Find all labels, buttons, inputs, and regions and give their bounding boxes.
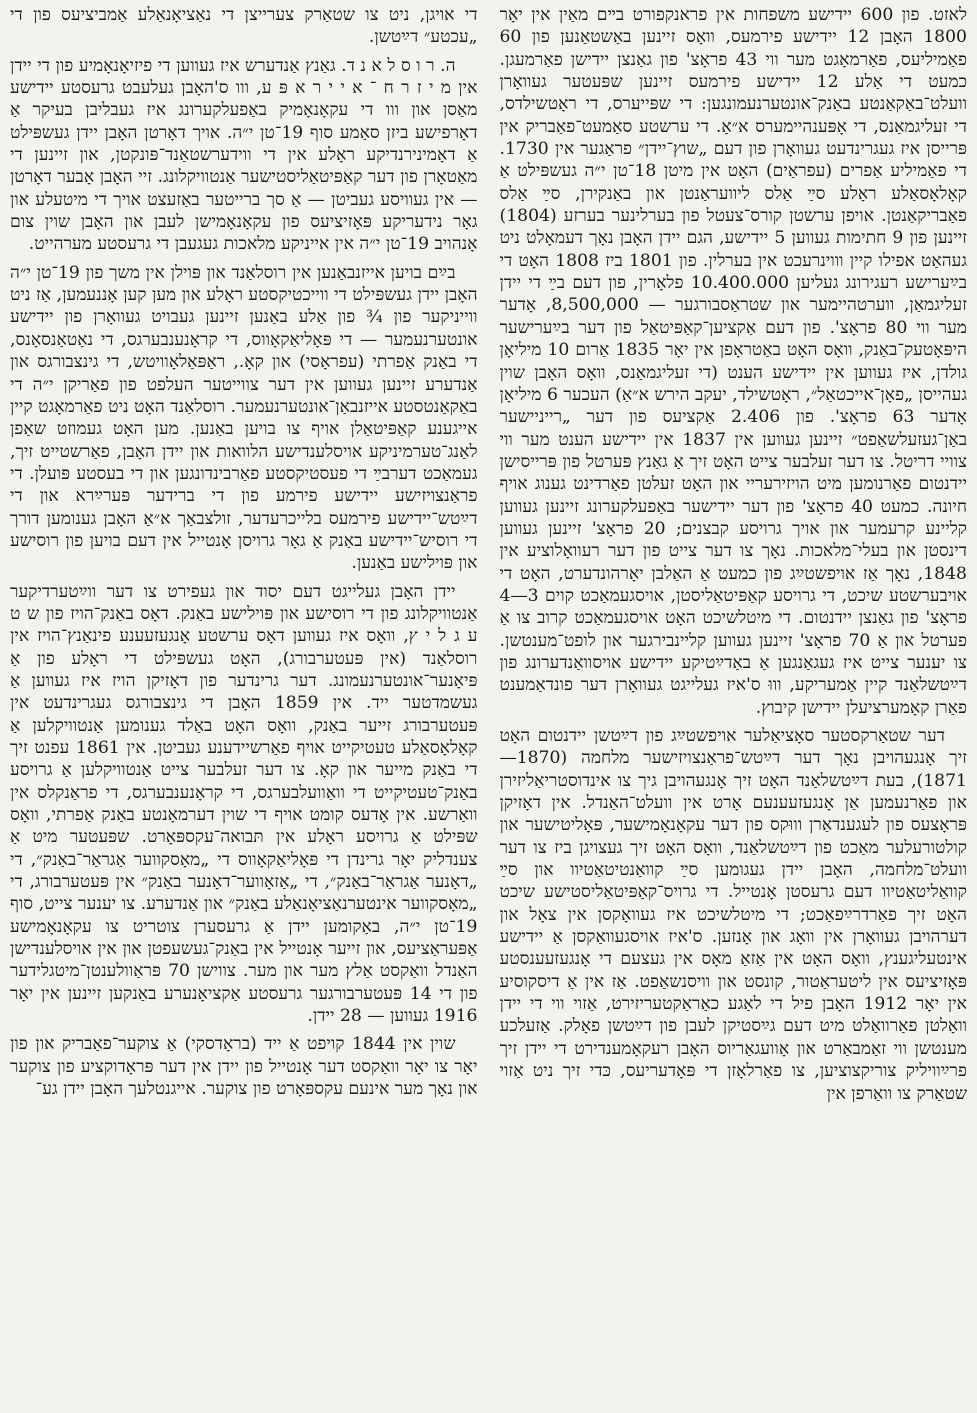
right-column — [500, 4, 968, 1413]
paragraph: לאזט. פון 600 יידישע משפחות אין פראנקפורט בײם מאַין אין יאָר 1800 האָבן 12 יידישע פירמעס, וואָס זיינען באַשטאַנען פון 60 פאַמיליעס, פאַרמאָגט מער ווי 43 פראָצ' פון גאַנצן יידישן פאַרמעגן. כמעט די אַלע 12 יידישע פירמעס זיינען שפּעטער געוואָרן וועלט־באַקאַנטע באַנק־אונטערנעמונגען: די שפּייערס, די ראָטשילדס, די זעליגמאַנס, די אָפּענהיימערס א״אַ. די ערשטע סאַמעט־פאַבריק אין פּרייסן איז געגרינדעט געוואָרן פון דעם „שוץ־יידן״ פראַגער אין 1730. די פאַמיליע אַפרים (עפראַים) האָט אין מיטן 18־טן י״ה געשפּילט אַ קאָלאָסאַלע ראָלע סײַ אַלס ליוועראַנטן און באַנקירן, סײַ אַלס פאַבריקאַנטן. אויפן ערשטן קורס־צעטל פון בערלינער בערזע (1804) זיינען פון 9 חתימות געווען 5 יידישע, הגם יידן האָבן נאָך דעמאָלט ניט געהאַט אפילו קיין וווינרעכט אין בערלין. פון 1801 ביז 1808 האָט די בײַערישע רעגירונג געליען 10.400.000 פלאָרין, פון דעם בײַ די יידן זעליגמאַן, ווערטהיימער און שטראַסבורגער — 8,500,000, אָדער מער ווי 80 פראָצ'. פון דעם אַקציען־קאַפּיטאַל פון דער בײַערישער היפּאָטעק־באַנק, וואָס האָט באַטראָפן אין יאָר 1835 אַרום 10 מיליאָן גולדן, איז געווען אין יידישע הענט (די זעליגמאַנס, וואָס האָבן שוין געהייסן „פאָן־אייכטאַל״, ראָטשילד, יעקב הירש א״אַ) העכער 6 מיליאָן אָדער 63 פראָצ'. פון 2.406 אַקציעס פון דער „רייניישער באַן־געזעלשאַפט״ זיינען געווען אין 1837 אין יידישע הענט מער ווי צוויי דריטל. צו דער זעלבער צייט האָט זיך אַ גאַנץ פּערטל פון פּרייסישן יידנטום פאַרנומען מיט הויזירעריי און האָט זעלטן פאַרדינט גענוג אויף חיונה. כמעט 40 פראָצ' פון דער יידישער באַפעלקערונג זיינען געווען קליינע קרעמער און אויך גרויסע קבצנים; 20 פראָצ' זיינען געווען דינסטן און בעלי־מלאכות. נאָך צו דער צייט פון דער רעוואָלוציע אין 1848, נאָך אַז אויפשטײַג פון כמעט אַ האַלבן יאָרהונדערט, האָט די אויבערשטע שיכט, די גרויסע קאַפּיטאַליסטן, אויסגעמאַכט קוים 3—4 פראָצ' פון גאַנצן יידנטום. די מיטלשיכט האָט אויסגעמאַכט קרוב צו אַ פערטל און אַ 70 פראָצ' זיינען געווען קליינבירגער און לופט־מענטשן. צו יענער צייט איז געגאַנגען אַ באַדײַטיקע יידישע אויסוואַנדערונג פון דײַטשלאַנד קיין אַמעריקע, וווּ ס'איז געלייגט געוואָרן דער פונדאַמענט פאַרן קאָמערציעלן יידישן קיבוץ. — [499, 5, 967, 718]
paragraph: בײַם בויען אייזנבאַנען אין רוסלאַנד און פּוילן אין משך פון 19־טן י״ה האָבן יידן געשפּילט די ווייכטיקסטע ראָלע און מען קען אָננעמען, אַז ניט ווייניקער פון ¾ פון אַלע באַנען זיינען געבויט געוואָרן פון יידישע אונטערנעמער — די פּאָליאַקאָווס, די קראָנענבערגס, די נאַטאַנסאָנס, די באַנק אַפרתי (עפראָסי) און קאָ., ראַפּאַלאָוויטש, די גינצבורגס און אַנדערע זיינען געווען אין דער צווייטער העלפט פון פאַריקן י״ה די באַקאַנטסטע אייזנבאַן־אונטערנעמער. רוסלאַנד האָט ניט פאַרמאָגט קיין אייגענע קאַפּיטאַלן אויף צו בויען באַנען. מען האָט געמוזט שאַפן לאַנג־טערמיניקע אויסלענדישע הלוואות און יידן האָבן, פאַרשטייט זיך, געמאַכט דערבײַ די פעסטיקסטע פאַרבינדונגען און די בעסטע פּועלן. די פראַנצויזישע יידישע פירמע פון די ברידער פּערײַרא און די דײַטש־יידישע פירמעס בלייכרעדער, זולצבאַך א״אַ האָבן גענומען דורך די רוסיש־יידישע באַנק אַ גאָר גרויסן אָנטייל אין דעם בויען פון רוסישע און פּוילישע באַנען. — [10, 262, 478, 574]
paragraph: די אויגן, ניט צו שטאַרק צערייצן די נאַציאָנאַלע אַמביציעס פון די „עכטע״ דײַטשן. — [10, 5, 478, 48]
paragraph: דער שטאַרקסטער סאָציאַלער אויפשטײַג פון דײַטשן יידנטום האָט זיך אָנגעהויבן נאָך דער דײַטש־פראַנצויזישער מלחמה (1870—1871), בעת דײַטשלאַנד האָט זיך אָנגעהויבן גיך צו אינדוסטריאַליזירן און פאַרנעמען אַן אָנגעזעענעם אָרט אין וועלט־האַנדל. אין דאָזיקן פּראָצעס פון לעגענדאַרן וווּקס פון דער עקאָנאָמישער, פּאָליטישער און קולטורעלער מאַכט פון דײַטשלאַנד, וואָס האָט זיך געצויגן ביז צו דער וועלט־מלחמה, האָבן יידן געגומען סײַ קוואַנטיטאַטיוו און סײַ קוואַליטאַטיוו דעם גרעסטן אָנטייל. די גרויס־קאַפּיטאַליסטישע שיכט האָט זיך פאַרדרײַפאַכט; די מיטלשיכט איז געוואָקסן אין צאָל און דערהויבן געוואָרן אין וואָג און אָנזען. ס'איז אויסגעוואַקסן אַ יידישע אינטעליגענץ, וואָס האָט אין אַזאַ מאָס אין געצעם די אָנגעזעענסטע פּאָזיציעס אין ליטעראַטור, קונסט און וויסנשאַפט. אַז אין אַ דיסקוסיע אין יאָר 1912 האָבן פיל די לאַגע כאַראַקטעריזירט, אַזוי ווי די יידן וואָלטן פאַרוואַלט מיט דעם גײַסטיקן לעבן פון דײַטשן פאָלק. אַזעלכע מענטשן ווי זאַמבאַרט און אָוועגאַריוס האָבן רעקאָמענדירט די יידן זיך פרײַוויליק צוריקצוציען, צו פאַרלאָזן די פּאָדעריעס, כּדי זיך ניט אַזוי שטאַרק צו וואַרפן אין — [499, 726, 967, 1104]
left-column — [10, 4, 478, 1413]
section-heading-paragraph: ה. ר ו ס ל א נ ד. גאַנץ אַנדערש איז געווען די פיזיאָנאָמיע פון די יידן אין מ י ז ר ח ־ א י י ר א פּ ע, ווו ס'האָבן געלעבט גרעסטע יידישע מאַסן און ווו די עקאָנאָמיק באַפעלקערונג איז געבליבן בעיקר אַ דאָרפישע ביזן סאַמע סוף 19־טן י״ה. אויך דאָרטן האָבן יידן געשפּילט אַ דאָמינירנדיקע ראָלע אין די ווידערשטאַנד־פּונקטן, און זיינען די מאַטאָרן פון דער קאַפּיטאַליסטישער אַנטוויקלונג. זיי האָבן אָבער דאָרטן — אין געוויסע געביטן — אַ סך ברייטער באַזעצט אויך די מיטעלע און גאָר נידעריקע פּאָזיציעס פון עקאָנאָמישן לעבן און האָבן שוין צום אָנהויב 19־טן י״ה אין אייניקע מלאכות געגעבן די גרעסטע מערהייט. — [10, 55, 478, 255]
paragraph: יידן האָבן געלייגט דעם יסוד און געפירט צו דער ווײַטערדיקער אַנטוויקלונג פון די רוסישע און פּוילישע באַנק. דאָס באַנק־הויז פון ש ט ע ג ל י ץ, וואָס איז געווען דאָס ערשטע אָנגעזעענע פינאַנץ־הויז אין רוסלאַנד (אין פּעטערבורג), האָט געשפּילט די ראָלע פון אַ פּיאָנער־אונטערנעמונג. דער גרינדער פון דאָזיקן הויז איז געווען אַ געשמדטער ייד. אין 1859 האָבן די גינצבורגס געגרינדעט אין פּעטערבורג זייער באַנק, וואָס האָט באַלד גענומען אַנטוויקלען אַ קאָלאָסאַלע טעטיקייט אויף פאַרשיידענע געביטן. אין 1861 עפנט זיך די באַנק מייער און קאָ. צו דער זעלבער צייט אַנטוויקלען אַ גרויסע באַנק־טעטיקייט די וואַוועלבערגס, די קראָנענבערגס, די פראַנקלס אין וואַרשע. אין אָדעס קומט אויף די שוין דערמאָנטע באַנק אַפרתי, וואָס שפּילט אַ גרויסע ראָלע אין תּבואה־עקספּאָרט. שפּעטער מיט אַ צענדליק יאָר גרינדן די פּאָליאַקאָווס די „מאָסקווער אַגראַר־באַנק״, די „דאָנער אַגראַר־באַנק״, די „אַזאָווער־דאָנער באַנק״ אין פּעטערבורג, די „מאָסקווער אינטערנאַציאָנאַלע באַנק״ און אַנדערע. צו יענער צייט, סוף 19־טן י״ה, באַקומען יידן אַ גרעסערן צוטריט צו עקאָנאָמישע אַפּעראַציעס, און זייער אָנטייל אין באַנק־געשעפטן און אין אויסלענדישן האַנדל וואַקסט אַלץ מער און מער. צווישן 70 פּראַוולענטן־מיטגלידער פון די 14 פּעטערבורגער גרעסטע אַקציאָנערע באַנקען זיינען אין יאָר 1916 געווען — 28 יידן. — [10, 581, 478, 1027]
paragraph: שוין אין 1844 קויפט אַ ייד (בראָדסקי) אַ צוקער־פאַבריק און פון יאָר צו יאָר וואַקסט דער אָנטייל פון יידן אין דער פּראָדוקציע פון צוקער און נאָך מער אינעם עקספּאָרט פון צוקער. אייגנטלעך האָבן יידן גע־ — [10, 1034, 478, 1100]
